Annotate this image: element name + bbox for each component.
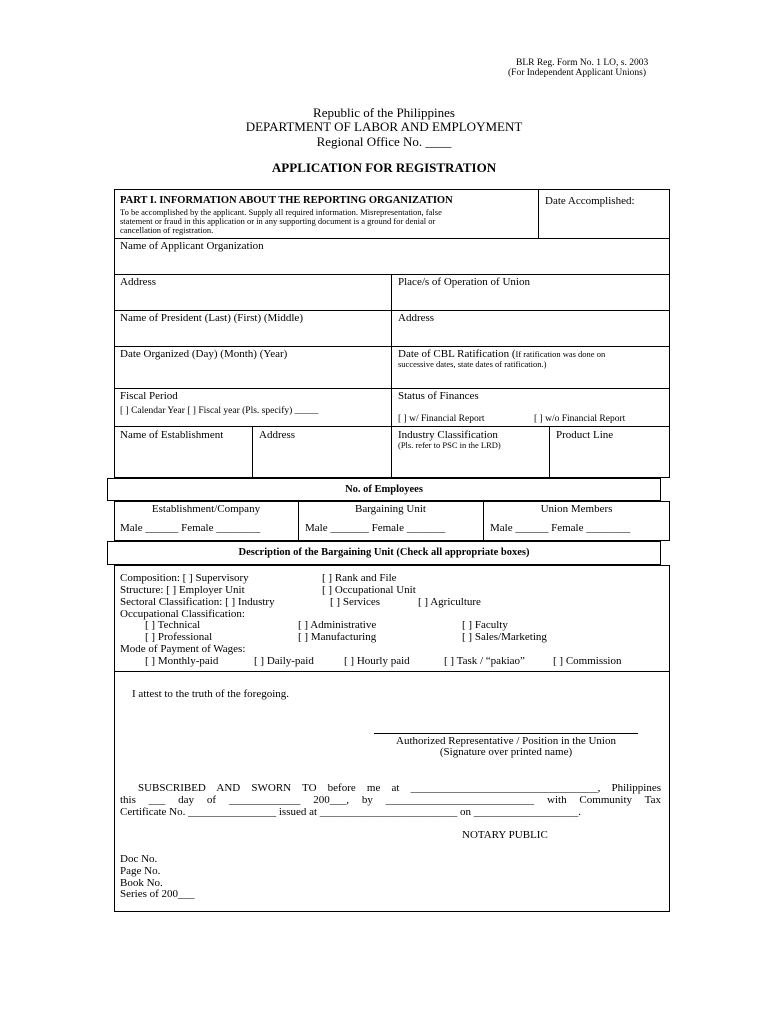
industry-classification-note: (Pls. refer to PSC in the LRD) [398, 440, 501, 450]
col-establishment: Establishment/Company [151, 503, 261, 515]
divider [252, 426, 253, 478]
daily-paid-checkbox[interactable]: [ ] Daily-paid [254, 655, 314, 667]
divider [549, 426, 550, 478]
president-address-field[interactable]: Address [398, 312, 435, 324]
task-pakiao-checkbox[interactable]: [ ] Task / “pakiao” [444, 655, 525, 667]
services-checkbox[interactable]: [ ] Services [330, 596, 381, 608]
col-union-members: Union Members [540, 503, 613, 515]
applicant-org-name-field[interactable]: Name of Applicant Organization [120, 240, 264, 252]
occupational-classification-label: Occupational Classification: [120, 608, 245, 620]
doc-no-field[interactable]: Doc No. [120, 853, 158, 865]
divider [114, 310, 670, 311]
occupational-unit-checkbox[interactable]: [ ] Occupational Unit [322, 584, 416, 596]
sworn-statement-line2[interactable]: this ___ day of _____________ 200___, by ___________________________ with Community Tax [120, 794, 661, 806]
administrative-checkbox[interactable]: [ ] Administrative [298, 619, 377, 631]
status-finances-label: Status of Finances [398, 390, 479, 402]
sectoral-industry-checkbox[interactable]: Sectoral Classification: [ ] Industry [120, 596, 275, 608]
cbl-ratification-label: Date of CBL Ratification ( [398, 348, 516, 360]
series-field[interactable]: Series of 200___ [120, 888, 195, 900]
establishment-count-field[interactable]: Male ______ Female ________ [120, 522, 261, 534]
cbl-ratification-note-line2: successive dates, state dates of ratification.) [398, 359, 547, 369]
without-financial-report-checkbox[interactable]: [ ] w/o Financial Report [534, 414, 626, 424]
part1-title: PART I. INFORMATION ABOUT THE REPORTING ORGANIZATION [120, 195, 453, 206]
divider [114, 274, 670, 275]
professional-checkbox[interactable]: [ ] Professional [145, 631, 213, 643]
fiscal-period-options[interactable]: [ ] Calendar Year [ ] Fiscal year (Pls. specify) _____ [120, 406, 319, 416]
signatory-title: Authorized Representative / Position in the Union [396, 735, 616, 747]
divider [114, 388, 670, 389]
part1-instructions-line2: statement or fraud in this application or in any supporting document is a ground for denial or [120, 216, 436, 226]
form-number: BLR Reg. Form No. 1 LO, s. 2003 [516, 58, 649, 68]
fiscal-period-label: Fiscal Period [120, 390, 178, 402]
org-address-field[interactable]: Address [120, 276, 157, 288]
structure-employer-unit-checkbox[interactable]: Structure: [ ] Employer Unit [120, 584, 245, 596]
department-heading: DEPARTMENT OF LABOR AND EMPLOYMENT [245, 119, 523, 134]
date-accomplished-field[interactable]: Date Accomplished: [545, 195, 635, 207]
product-line-field[interactable]: Product Line [556, 429, 614, 441]
attestation-statement: I attest to the truth of the foregoing. [132, 688, 290, 700]
faculty-checkbox[interactable]: [ ] Faculty [462, 619, 508, 631]
with-financial-report-checkbox[interactable]: [ ] w/ Financial Report [398, 414, 485, 424]
mode-of-payment-label: Mode of Payment of Wages: [120, 643, 246, 655]
commission-checkbox[interactable]: [ ] Commission [553, 655, 622, 667]
composition-supervisory-checkbox[interactable]: Composition: [ ] Supervisory [120, 572, 249, 584]
divider [114, 426, 670, 427]
president-name-field[interactable]: Name of President (Last) (First) (Middle) [120, 312, 303, 324]
sworn-statement-line1[interactable]: SUBSCRIBED AND SWORN TO before me at __________________________________, Philippines [138, 782, 661, 794]
bargaining-title: Description of the Bargaining Unit (Check all appropriate boxes) [238, 547, 530, 558]
notary-public-label: NOTARY PUBLIC [462, 829, 548, 841]
hourly-paid-checkbox[interactable]: [ ] Hourly paid [344, 655, 410, 667]
republic-heading: Republic of the Philippines [313, 105, 455, 120]
cbl-ratification-note: If ratification was done on [515, 349, 606, 359]
col-bargaining-unit: Bargaining Unit [355, 503, 426, 515]
page-no-field[interactable]: Page No. [120, 865, 161, 877]
signature-note: (Signature over printed name) [439, 746, 573, 758]
divider [114, 346, 670, 347]
agriculture-checkbox[interactable]: [ ] Agriculture [418, 596, 481, 608]
signature-line[interactable] [374, 733, 638, 734]
sales-marketing-checkbox[interactable]: [ ] Sales/Marketing [462, 631, 547, 643]
part1-instructions-line3: cancellation of registration. [120, 225, 214, 235]
divider [114, 238, 670, 239]
establishment-name-field[interactable]: Name of Establishment [120, 429, 224, 441]
divider [538, 189, 539, 239]
sworn-statement-line3[interactable]: Certificate No. ________________ issued at _________________________ on ___________________. [120, 806, 582, 818]
date-organized-field[interactable]: Date Organized (Day) (Month) (Year) [120, 348, 288, 360]
establishment-address-field[interactable]: Address [259, 429, 296, 441]
form-title: APPLICATION FOR REGISTRATION [271, 160, 497, 175]
form-subtitle: (For Independent Applicant Unions) [508, 68, 646, 78]
monthly-paid-checkbox[interactable]: [ ] Monthly-paid [145, 655, 219, 667]
regional-office-heading: Regional Office No. ____ [316, 134, 452, 149]
manufacturing-checkbox[interactable]: [ ] Manufacturing [298, 631, 377, 643]
divider [391, 426, 392, 478]
industry-classification-field[interactable]: Industry Classification [398, 429, 498, 441]
divider [114, 671, 670, 672]
divider [391, 274, 392, 427]
part1-instructions-line1: To be accomplished by the applicant. Supply all required information. Misrepresentation, false [120, 207, 442, 217]
employees-title: No. of Employees [345, 484, 423, 495]
bargaining-unit-count-field[interactable]: Male _______ Female _______ [305, 522, 446, 534]
book-no-field[interactable]: Book No. [120, 877, 163, 889]
union-members-count-field[interactable]: Male ______ Female ________ [490, 522, 631, 534]
rank-and-file-checkbox[interactable]: [ ] Rank and File [322, 572, 397, 584]
places-of-operation-field[interactable]: Place/s of Operation of Union [398, 276, 530, 288]
technical-checkbox[interactable]: [ ] Technical [145, 619, 201, 631]
